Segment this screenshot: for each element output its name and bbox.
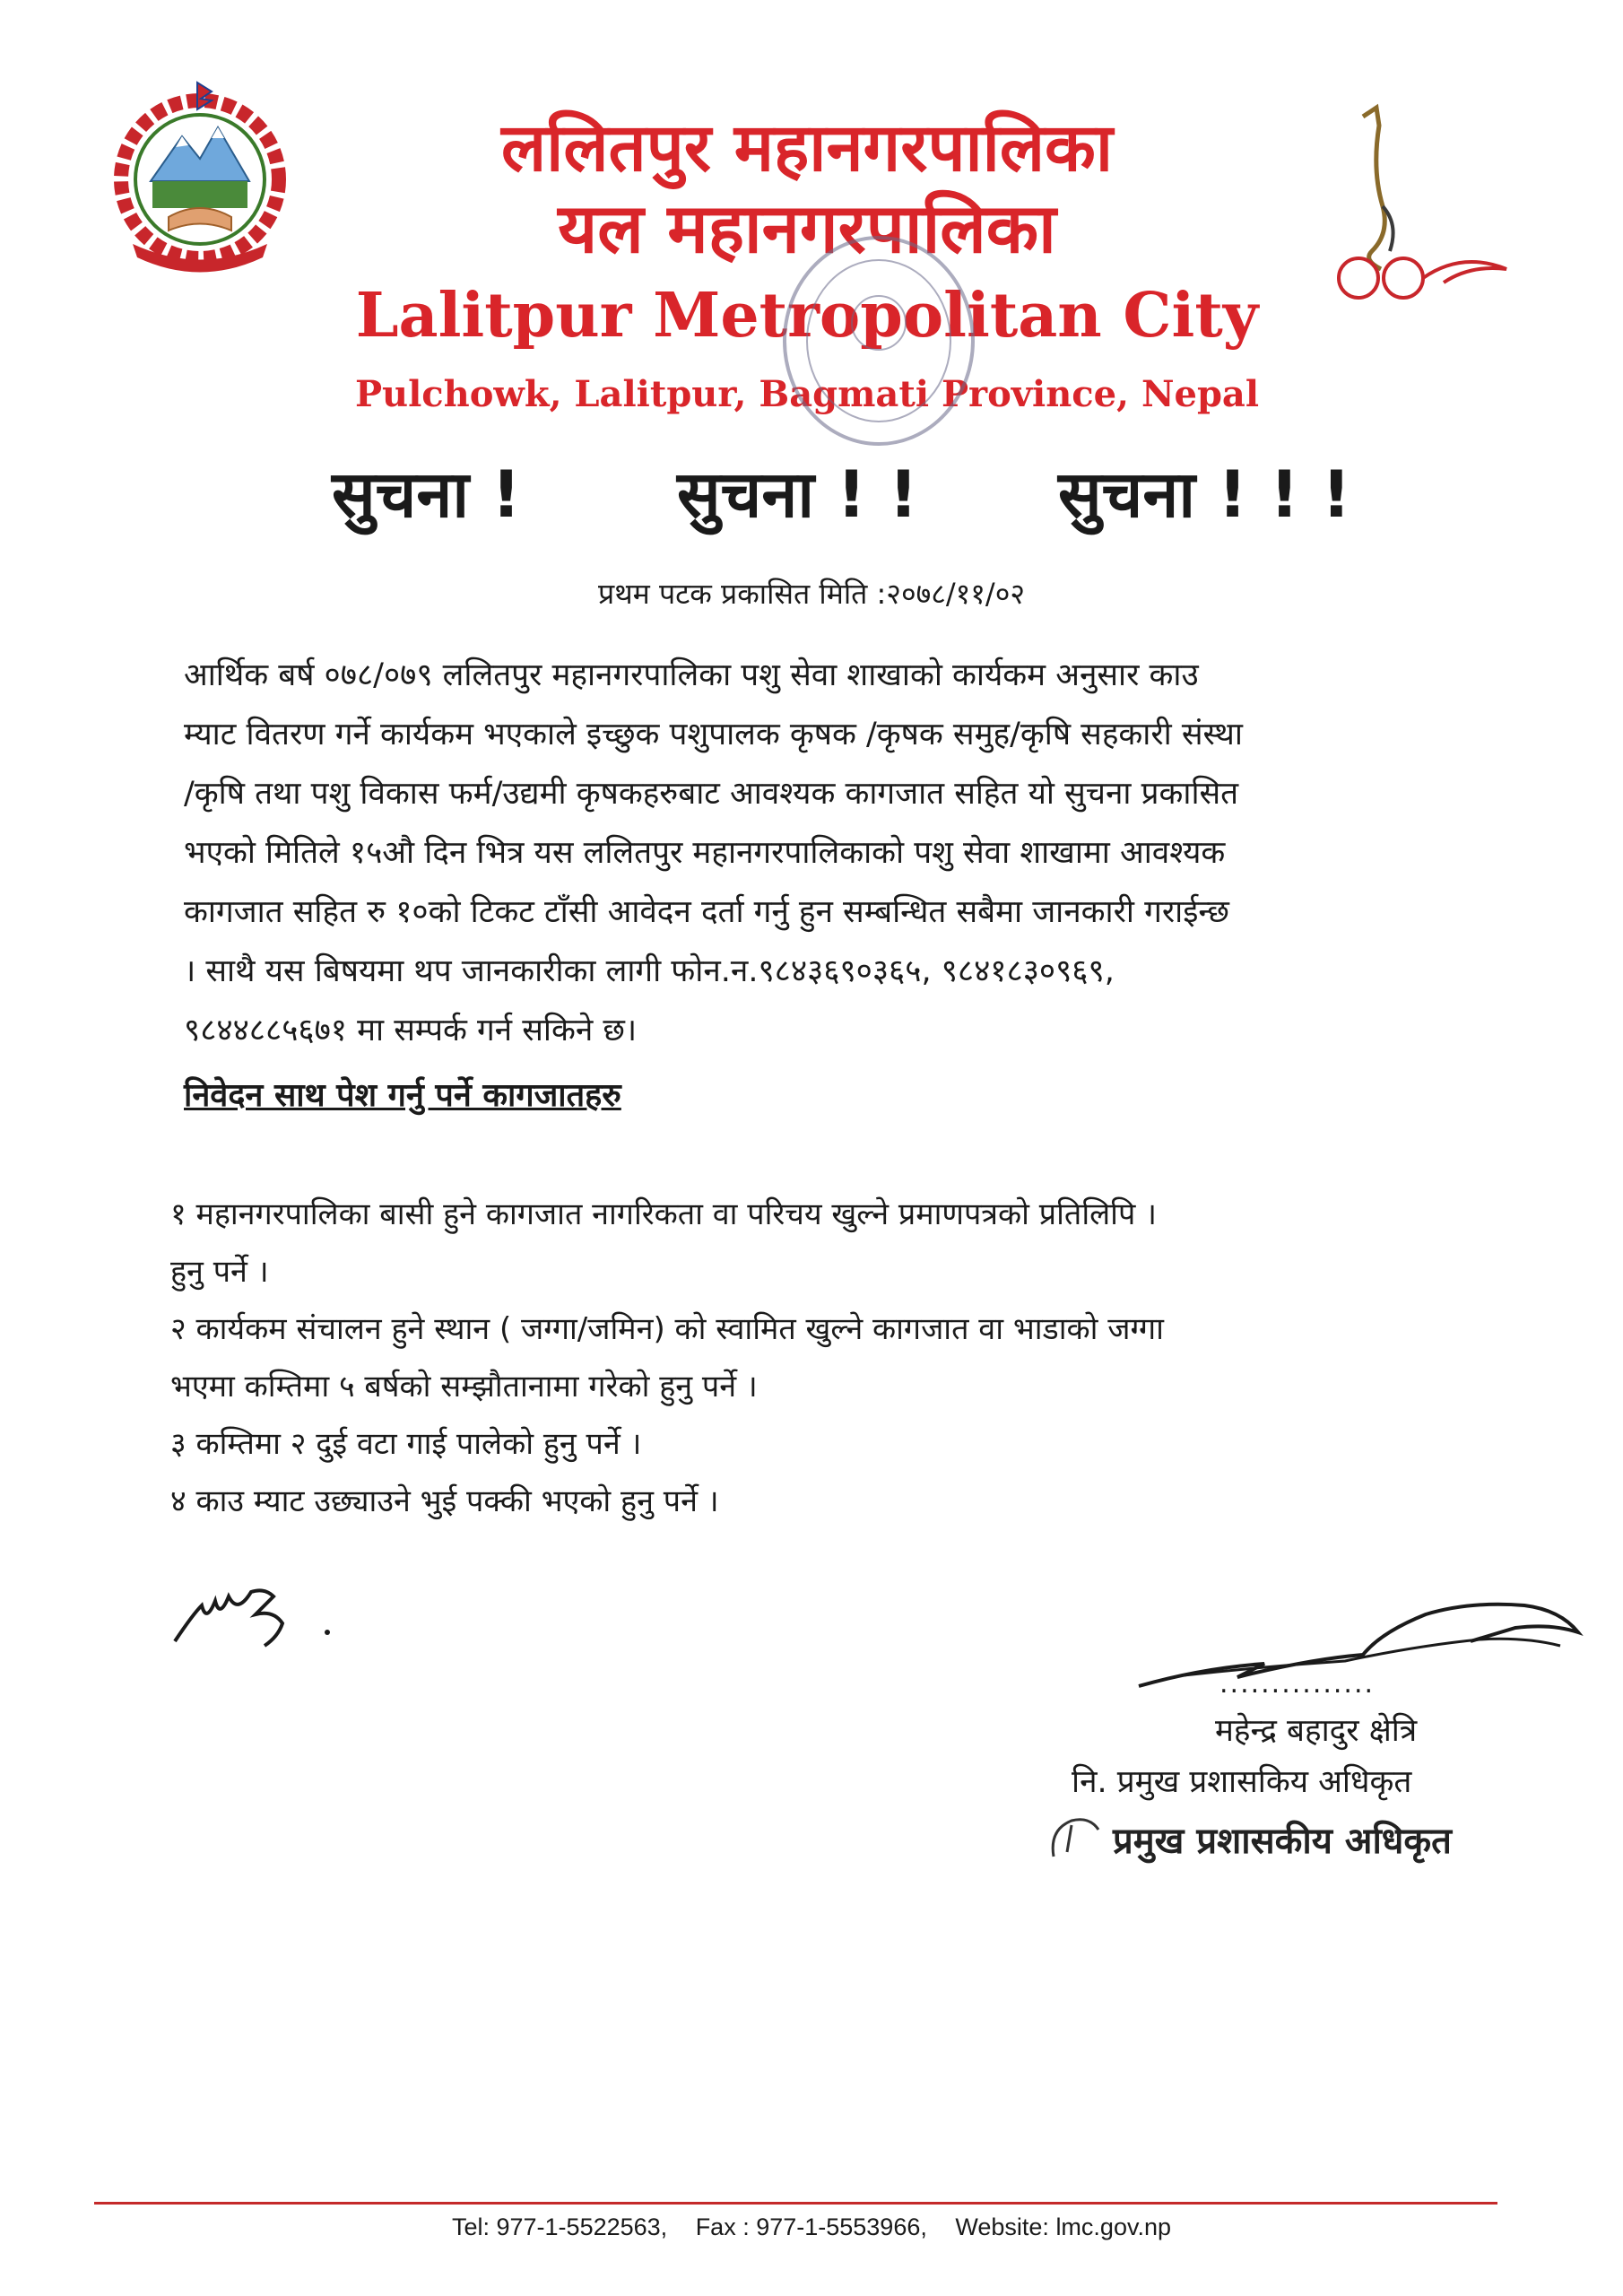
published-date: प्रथम पटक प्रकासित मिति :२०७८/११/०२ (597, 577, 1025, 611)
initials-signature-icon (166, 1561, 363, 1659)
letterhead-address: Pulchowk, Lalitpur, Bagmati Province, Nepal (354, 373, 1260, 415)
stamp-title-text: प्रमुख प्रशासकीय अधिकृत (1113, 1820, 1452, 1862)
footer-website: Website: lmc.gov.np (955, 2213, 1171, 2240)
body-line: म्याट वितरण गर्ने कार्यकम भएकाले इच्छुक पशुपालक कृषक /कृषक समुह/कृषि सहकारी संस्था (184, 717, 1243, 752)
requirement-item: हुनु पर्ने । (170, 1254, 269, 1290)
requirements-list (170, 1186, 1515, 1530)
notice-body (184, 646, 1515, 1060)
stamp-scribble-icon (1045, 1812, 1107, 1866)
notice-heading-3: सुचना ! ! ! (1058, 457, 1351, 532)
letterhead-nepali-name: ललितपुर महानगरपालिका (501, 109, 1113, 187)
footer-tel: Tel: 977-1-5522563, (451, 2213, 668, 2240)
letterhead-newari-name: यल महानगरपालिका (558, 188, 1056, 268)
officer-stamp (1045, 1812, 1452, 1866)
nepal-emblem-icon (97, 74, 303, 280)
notice-heading-2: सुचना ! ! (677, 457, 918, 532)
body-line: ९८४४८८५६७१ मा सम्पर्क गर्न सकिने छ। (184, 1013, 638, 1048)
signature-dots: ............... (1219, 1668, 1376, 1700)
footer-fax: Fax : 977-1-5553966, (695, 2213, 927, 2240)
requirement-item: ३ कम्तिमा २ दुई वटा गाई पालेको हुनु पर्ने । (170, 1426, 642, 1462)
footer-divider (94, 2202, 1497, 2205)
requirement-item: १ महानगरपालिका बासी हुने कागजात नागरिकता वा परिचय खुल्ने प्रमाणपत्रको प्रतिलिपि । (170, 1196, 1157, 1232)
body-line: आर्थिक बर्ष ०७८/०७९ ललितपुर महानगरपालिका पशु सेवा शाखाको कार्यकम अनुसार काउ (184, 657, 1199, 693)
footer-contact (0, 2213, 1623, 2241)
letterhead-english-name: Lalitpur Metropolitan City (355, 280, 1259, 352)
requirements-title: निवेदन साथ पेश गर्नु पर्ने कागजातहरु (184, 1077, 621, 1114)
body-line: भएको मितिले १५औ दिन भित्र यस ललितपुर महानगरपालिकाको पशु सेवा शाखामा आवश्यक (184, 835, 1226, 871)
requirement-item: भएमा कम्तिमा ५ बर्षको सम्झौतानामा गरेको हुनु पर्ने । (170, 1369, 758, 1405)
notice-heading-1: सुचना ! (332, 457, 521, 532)
body-line: /कृषि तथा पशु विकास फर्म/उद्यमी कृषकहरुबाट आवश्यक कागजात सहित यो सुचना प्रकासित (184, 776, 1239, 812)
signer-title: नि. प्रमुख प्रशासकिय अधिकृत (1072, 1764, 1412, 1800)
decorative-ornament-icon (1327, 99, 1524, 314)
signer-name: महेन्द्र बहादुर क्षेत्रि (1215, 1713, 1418, 1749)
body-line: कागजात सहित रु १०को टिकट टाँसी आवेदन दर्ता गर्नु हुन सम्बन्धित सबैमा जानकारी गराईन्छ (184, 894, 1229, 930)
office-stamp-icon (771, 224, 986, 457)
requirement-item: ४ काउ म्याट उछ्याउने भुई पक्की भएको हुनु पर्ने । (170, 1483, 719, 1519)
body-line: । साथै यस बिषयमा थप जानकारीका लागी फोन.न.९८४३६९०३६५, ९८४१८३०९६९, (184, 953, 1115, 989)
requirement-item: २ कार्यकम संचालन हुने स्थान ( जग्गा/जमिन) को स्वामित खुल्ने कागजात वा भाडाको जग्गा (170, 1311, 1164, 1347)
